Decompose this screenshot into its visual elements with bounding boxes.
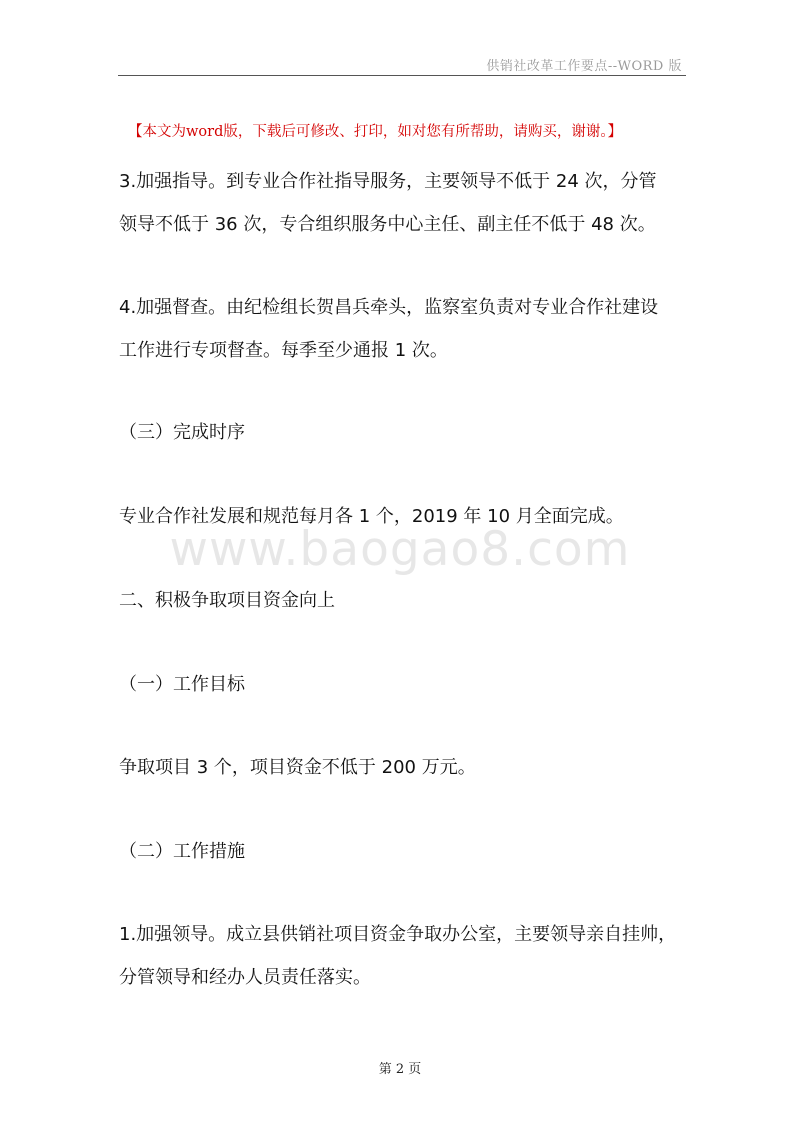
paragraph-leadership-line-2: 分管领导和经办人员责任落实。 [119, 967, 371, 988]
watermark: www.baogao8.com [169, 522, 631, 577]
download-notice: 【本文为word版，下载后可修改、打印，如对您有所帮助，请购买，谢谢。】 [128, 124, 623, 140]
section-heading-work-goals: （一）工作目标 [119, 674, 245, 695]
paragraph-work-goals: 争取项目 3 个，项目资金不低于 200 万元。 [119, 757, 476, 778]
paragraph-schedule: 专业合作社发展和规范每月各 1 个，2019 年 10 月全面完成。 [119, 506, 624, 527]
running-header: 供销社改革工作要点--WORD 版 [486, 59, 682, 74]
section-heading-work-measures: （二）工作措施 [119, 841, 245, 862]
paragraph-guidance-line-2: 领导不低于 36 次，专合组织服务中心主任、副主任不低于 48 次。 [119, 214, 656, 235]
paragraph-supervision-line-2: 工作进行专项督查。每季至少通报 1 次。 [119, 340, 448, 361]
paragraph-leadership-line-1: 1.加强领导。成立县供销社项目资金争取办公室，主要领导亲自挂帅， [119, 924, 677, 945]
section-heading-project-funds: 二、积极争取项目资金向上 [119, 590, 335, 611]
paragraph-supervision-line-1: 4.加强督查。由纪检组长贺昌兵牵头，监察室负责对专业合作社建设 [119, 297, 659, 318]
section-heading-schedule: （三）完成时序 [119, 422, 245, 443]
header-divider [118, 75, 686, 76]
page-number: 第 2 页 [378, 1062, 422, 1077]
paragraph-guidance-line-1: 3.加强指导。到专业合作社指导服务，主要领导不低于 24 次，分管 [119, 171, 657, 192]
